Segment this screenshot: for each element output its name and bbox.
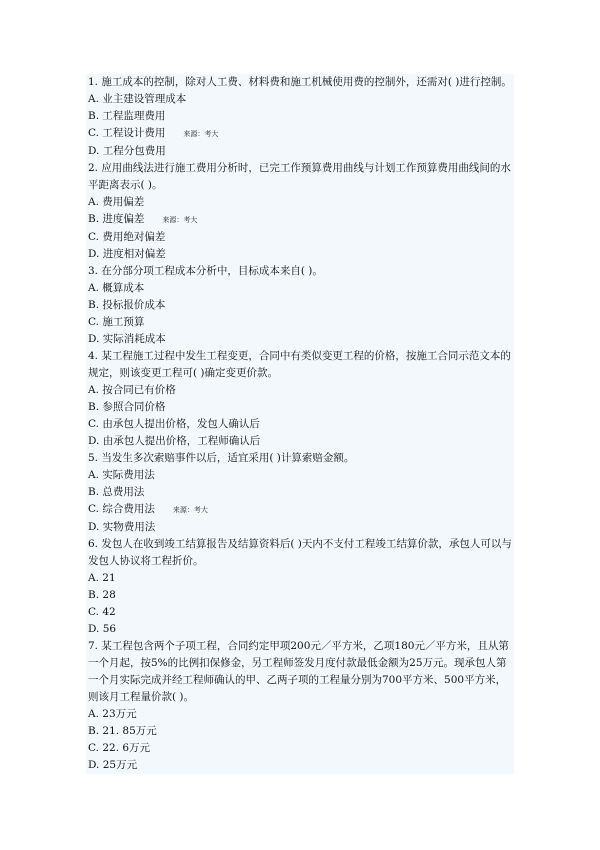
option-label: D. 实物费用法 (88, 521, 156, 533)
option-label: A. 业主建设管理成本 (88, 93, 187, 105)
option-label: C. 施工预算 (88, 316, 145, 328)
option-label: D. 56 (88, 623, 117, 635)
answer-option (86, 706, 514, 723)
answer-option (86, 280, 514, 297)
option-label: A. 23万元 (88, 708, 137, 720)
answer-option (86, 331, 514, 348)
source-note: 来源：考大 (183, 130, 219, 138)
question-block (86, 263, 514, 348)
answer-option (86, 723, 514, 740)
answer-option (86, 519, 514, 536)
answer-option (86, 314, 514, 331)
option-label: C. 42 (88, 606, 116, 618)
question-text: 4. 某工程施工过程中发生工程变更，合同中有类似变更工程的价格，按施工合同示范文本的规定，则该变更工程可( )确定变更价款。 (88, 350, 511, 379)
question-text: 7. 某工程包含两个子项工程，合同约定甲项200元／平方米，乙项180元／平方米，且从第一个月起，按5%的比例扣保修金，另工程师签发月度付款最低金额为25万元。现承包人第一个月实际完成并经工程师确认的甲、乙两子项的工程量分别为700平方米、500平方米，则该月工程量价款( )。 (88, 640, 509, 703)
answer-option (86, 587, 514, 604)
source-note: 来源：考大 (172, 506, 208, 514)
answer-option (86, 246, 514, 263)
option-label: C. 22. 6万元 (88, 742, 151, 754)
option-label: B. 21. 85万元 (88, 725, 157, 737)
answer-option (86, 416, 514, 433)
option-label: C. 费用绝对偏差 (88, 231, 166, 243)
option-label: D. 工程分包费用 (88, 145, 166, 157)
question-text: 2. 应用曲线法进行施工费用分析时，已完工作预算费用曲线与计划工作预算费用曲线间的水平距离表示( )。 (88, 162, 511, 191)
answer-option (86, 570, 514, 587)
option-label: D. 进度相对偏差 (88, 248, 166, 260)
option-label: A. 概算成本 (88, 282, 145, 294)
answer-option (86, 399, 514, 416)
answer-option (86, 484, 514, 501)
question-block (86, 536, 514, 638)
answer-option (86, 382, 514, 399)
answer-option (86, 621, 514, 638)
source-note: 来源：考大 (162, 216, 198, 224)
document-page (86, 74, 514, 774)
question-text: 5. 当发生多次索赔事件以后，适宜采用( )计算索赔金额。 (88, 452, 355, 464)
option-label: A. 实际费用法 (88, 469, 155, 481)
question-block (86, 160, 514, 263)
answer-option (86, 108, 514, 125)
question-block (86, 74, 514, 160)
answer-option (86, 229, 514, 246)
option-label: B. 参照合同价格 (88, 401, 166, 413)
question-text: 1. 施工成本的控制，除对人工费、材料费和施工机械使用费的控制外，还需对( )进行控制。 (88, 76, 512, 88)
option-label: B. 工程监理费用 (88, 110, 166, 122)
option-label: C. 由承包人提出价格，发包人确认后 (88, 418, 260, 430)
answer-option (86, 125, 514, 143)
question-block (86, 450, 514, 536)
answer-option (86, 433, 514, 450)
answer-option (86, 91, 514, 108)
answer-option (86, 501, 514, 519)
option-label: C. 综合费用法 (88, 503, 155, 515)
question-text: 3. 在分部分项工程成本分析中，目标成本来自( )。 (88, 265, 323, 277)
answer-option (86, 467, 514, 484)
question-block (86, 638, 514, 774)
option-label: D. 25万元 (88, 759, 138, 771)
option-label: C. 工程设计费用 (88, 127, 166, 139)
answer-option (86, 143, 514, 160)
answer-option (86, 211, 514, 229)
option-label: D. 由承包人提出价格，工程师确认后 (88, 435, 261, 447)
question-text: 6. 发包人在收到竣工结算报告及结算资料后( )天内不支付工程竣工结算价款，承包人可以与发包人协议将工程折价。 (88, 538, 512, 567)
option-label: D. 实际消耗成本 (88, 333, 166, 345)
option-label: B. 总费用法 (88, 486, 145, 498)
answer-option (86, 757, 514, 774)
option-label: A. 按合同已有价格 (88, 384, 176, 396)
option-label: B. 28 (88, 589, 116, 601)
option-label: B. 投标报价成本 (88, 299, 166, 311)
question-block (86, 348, 514, 450)
answer-option (86, 297, 514, 314)
option-label: A. 费用偏差 (88, 196, 145, 208)
option-label: A. 21 (88, 572, 116, 584)
option-label: B. 进度偏差 (88, 213, 145, 225)
answer-option (86, 194, 514, 211)
answer-option (86, 740, 514, 757)
answer-option (86, 604, 514, 621)
